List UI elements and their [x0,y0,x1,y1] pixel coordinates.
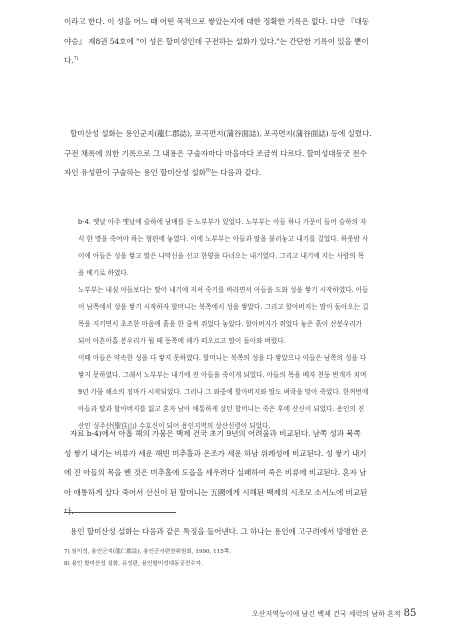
text-line: 할미산성 설화는 용인군지(龍仁郡誌), 포곡면지(蒲谷面誌), 포곡면지(蒲谷面誌) 등에 실렸다. [70,129,372,138]
quote-line: 을 베기로 하였다. [78,269,129,277]
text-line: 야승』 제8권 54호에 "이 성은 할미성인데 구전하는 설화가 있다."는 간단한 기록이 있을 뿐이 [64,36,369,46]
quote-line: 목을 지키면서 초조한 마음에 흙을 한 줌씩 쥐었다 놓았다. 할아버지가 쥐었다 놓은 흙이 산봉우리가 [78,320,363,328]
text-line: 성 쌓기 내기는 비류가 세운 해빈 미추홀과 온조가 세운 하남 위례성에 비교된다. 성 쌓기 내기 [64,448,367,458]
body-paragraph-4 [64,522,412,542]
text-line: 이라고 한다. 이 성을 어느 때 어떤 목적으로 쌓았는지에 대한 정확한 기록은 없다. 다만 『대동 [64,17,369,26]
page-footer [252,608,417,619]
quote-line: 이때 아들은 약속한 성을 다 쌓지 못하였다. 할머니는 북쪽의 성을 다 쌓았으나 아들은 남쪽의 성을 다 [78,354,367,362]
text-line: 에 진 아들의 목을 벤 것은 미추홀에 도읍을 세우려다 실패하여 죽은 비류에 비교된다. 혼자 남 [64,468,367,477]
body-paragraph-1 [64,12,412,71]
quote-line: 노부부는 내심 아들보다는 딸이 내기에 지셔 죽기를 바라면서 아들을 도와 성을 쌓기 시작하였다. 아들 [78,286,369,294]
footnote-8: 8) 용인 할미산성 설화, 유성판, 용인할미성대동굿전수자. [64,561,203,567]
quote-line: 산인 성주산(聖住山) 수호신이 되어 용인지역의 상산신령이 되었다. [78,422,271,430]
quote-line: 이에 아들은 성을 쌓고 딸은 나막신을 신고 한양을 다녀오는 내기였다. 그리고 내기에 지는 사람의 목 [78,252,365,260]
text-line: 자료 b-4)에서 아홉 해의 가뭄은 백제 건국 초기 9년의 어려움과 비교된다. 남쪽 성과 북쪽 [70,429,361,438]
quote-line: 아들과 딸과 할아버지를 잃고 혼자 남아 애통하게 살던 할머니는 죽은 후에 산신이 되었다. 용인의 진 [78,405,365,413]
page-number: 85 [403,608,417,619]
quoted-legend-b4 [78,214,404,435]
quote-line: 이 남쪽에서 성을 쌓기 시작하자 할머니는 북쪽에서 성을 쌓았다. 그리고 할아버지는 딸이 돌아오는 길 [78,303,369,311]
text-line: 다.$^{7)}$ [64,55,79,65]
body-paragraph-3 [64,424,412,522]
quote-line: 쌓지 못하였다. 그래서 노부부는 내기에 진 아들을 죽이게 되었다. 아들의 목을 베자 천둥 번개가 치며 [78,371,367,379]
running-title: 오산지역능이에 남긴 백제 건국 세력의 남하 흔적 [252,610,401,618]
quote-line: b-4. 옛날 아주 옛날에 슬하에 남매를 둔 노부부가 있었다. 노부부는 아들 하나 가문이 들어 슬하의 자 [78,218,367,226]
text-line: 자인 유성판이 구술하는 용인 할미산성 설화$^{8)}$는 다음과 같다. [64,167,262,177]
quote-line: 식 한 명을 죽여야 하는 형편에 놓였다. 이에 노부부는 아들과 딸을 불러놓고 내기를 걸었다. 하룻밤 사 [78,235,369,243]
text-line: 다. [64,507,74,516]
text-line: 구전 채록에 의한 기록으로 그 내용은 구술자마다 마을마다 조금씩 다르다. 할미성대동굿 전수 [64,148,367,158]
quote-line: 9년 가뭄 해소의 징마가 시작되었다. 그러나 그 와중에 할아버지와 딸도 벼락을 맞아 죽었다. 한꺼번에 [78,388,369,396]
quote-line: 되어 아흔아홉 봉우리가 될 때 동쪽에 해가 떠오르고 딸이 돌아와 버렸다. [78,337,286,345]
footnote-divider [64,512,176,513]
footnote-ref-8: 8) [205,167,211,174]
text-line: 아 애통하게 살다 죽어서 산신이 된 할머니는 五國에게 시해된 백제의 시조모 소서노에 비교된 [64,487,368,497]
body-paragraph-2 [64,124,412,183]
footnote-ref-7: 7) [73,55,79,62]
footnote-7: 7) 임이성, 용인군지(龍仁郡誌), 용인군사편찬위원회, 1990, 115쪽. [64,549,232,555]
text-line: 용인 할미산성 설화는 다음과 같은 특징을 들어낸다. 그 하나는 용인에 고구려에서 망명한 온 [70,527,368,536]
